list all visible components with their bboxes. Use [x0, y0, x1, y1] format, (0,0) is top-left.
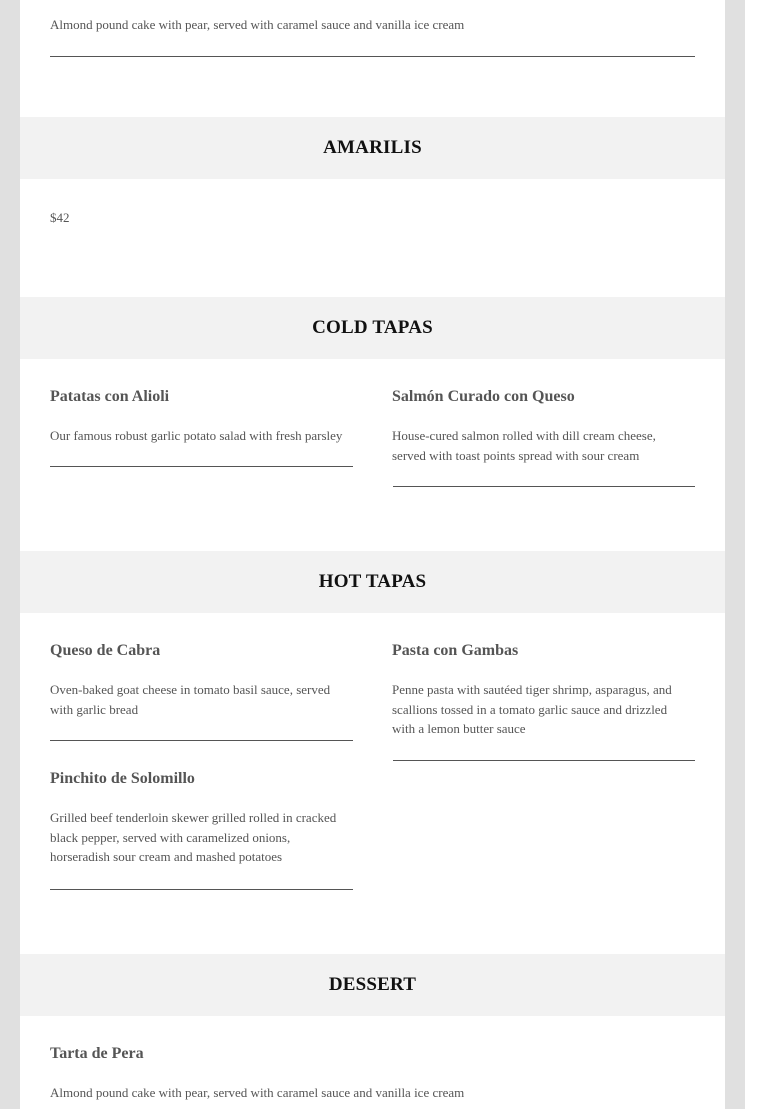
dish-description: Penne pasta with sautéed tiger shrimp, asparagus, and scallions tossed in a tomato garlic sauce and drizzled with a lemon butter sauce [392, 682, 672, 736]
divider [50, 466, 353, 467]
dish-description: Oven-baked goat cheese in tomato basil sauce, served with garlic bread [50, 682, 331, 717]
dish-title: Queso de Cabra [50, 642, 161, 659]
scrollbar-track[interactable] [745, 0, 765, 1109]
section-header-dessert [20, 954, 725, 1016]
dish-title: Pasta con Gambas [392, 642, 519, 659]
menu-page [20, 0, 725, 1109]
price-label: $42 [50, 210, 70, 225]
divider [50, 889, 353, 890]
section-title: HOT TAPAS [318, 571, 427, 592]
dish-description: Grilled beef tenderloin skewer grilled rolled in cracked black pepper, served with caramelized onions, horseradish sour cream and mashed potatoes [50, 810, 337, 864]
section-header-cold-tapas [20, 297, 725, 359]
dish-title: Salmón Curado con Queso [392, 388, 575, 405]
dish-description: Almond pound cake with pear, served with caramel sauce and vanilla ice cream [50, 1085, 465, 1100]
divider [50, 56, 695, 57]
dish-title: Patatas con Alioli [50, 388, 170, 405]
dish-description: House-cured salmon rolled with dill cream cheese, served with toast points spread with sour cream [392, 428, 656, 463]
divider [393, 760, 695, 761]
divider [393, 486, 695, 487]
section-header-amarilis [20, 117, 725, 179]
dish-description: Our famous robust garlic potato salad with fresh parsley [50, 428, 343, 443]
dish-description: Almond pound cake with pear, served with caramel sauce and vanilla ice cream [50, 17, 465, 32]
section-title: AMARILIS [323, 137, 422, 158]
divider [50, 740, 353, 741]
section-title: COLD TAPAS [312, 317, 433, 338]
dish-title: Pinchito de Solomillo [50, 770, 195, 787]
section-header-hot-tapas [20, 551, 725, 613]
section-title: DESSERT [328, 974, 417, 995]
dish-title: Tarta de Pera [50, 1045, 144, 1062]
